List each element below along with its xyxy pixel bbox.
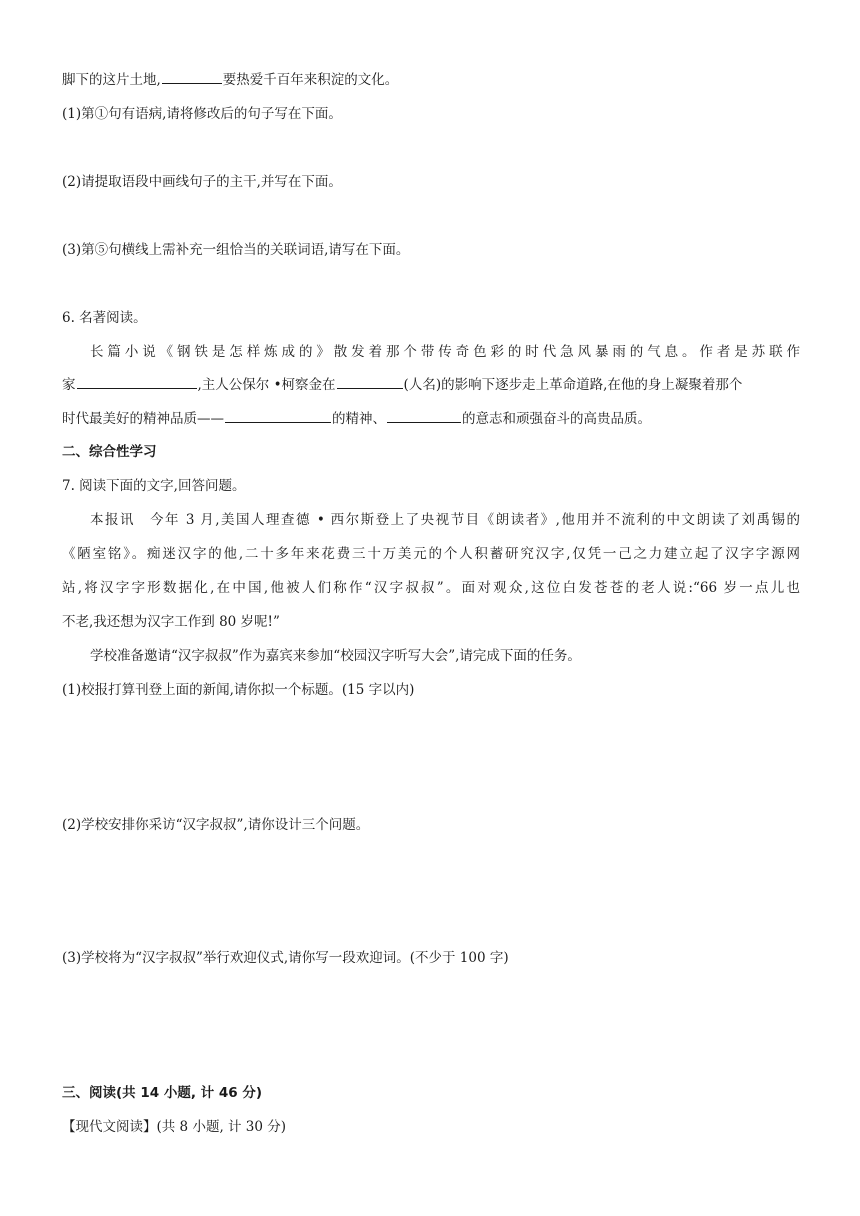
- question-6-title: 6. 名著阅读。: [62, 310, 147, 326]
- question-6-line-1: 长篇小说《钢铁是怎样炼成的》散发着那个带传奇色彩的时代急风暴雨的气息。作者是苏联作: [90, 344, 800, 360]
- question-6-line-2: [62, 374, 800, 395]
- question-7-2: (2)学校安排你采访“汉字叔叔”,请你设计三个问题。: [62, 817, 370, 833]
- news-line-2: 《陋室铭》。痴迷汉字的他,二十多年来花费三十万美元的个人积蓄研究汉字,仅凭一己之力建立起了汉字字源网: [62, 546, 800, 562]
- section-3-subheading: 【现代文阅读】(共 8 小题, 计 30 分): [62, 1119, 287, 1135]
- q6-text: 的精神、: [332, 411, 386, 427]
- task-instruction: 学校准备邀请“汉字叔叔”作为嘉宾来参加“校园汉字听写大会”,请完成下面的任务。: [90, 648, 581, 664]
- passage-continuation: [62, 69, 800, 90]
- section-3-heading: 三、阅读(共 14 小题, 计 46 分): [62, 1085, 263, 1101]
- continuation-text-a: 脚下的这片土地,: [62, 72, 161, 88]
- author-blank[interactable]: [77, 374, 197, 389]
- news-line-1: 本报讯 今年 3 月,美国人理查德 • 西尔斯登上了央视节目《朗读者》,他用并不流利的中文朗读了刘禹锡的: [90, 512, 800, 528]
- question-5-3: (3)第⑤句横线上需补充一组恰当的关联词语,请写在下面。: [62, 242, 410, 258]
- news-line-4: 不老,我还想为汉字工作到 80 岁呢!”: [62, 614, 280, 630]
- question-5-2: (2)请提取语段中画线句子的主干,并写在下面。: [62, 174, 342, 190]
- question-7-title: 7. 阅读下面的文字,回答问题。: [62, 478, 246, 494]
- question-7-1: (1)校报打算刊登上面的新闻,请你拟一个标题。(15 字以内): [62, 682, 415, 698]
- person-name-blank[interactable]: [337, 374, 403, 389]
- q6-text: 家: [62, 377, 76, 393]
- question-6-line-3: [62, 408, 800, 429]
- q6-text: (人名)的影响下逐步走上革命道路,在他的身上凝聚着那个: [403, 377, 743, 393]
- section-2-heading: 二、综合性学习: [62, 444, 157, 460]
- q6-text: ,主人公保尔 •柯察金在: [197, 377, 336, 393]
- will-blank[interactable]: [387, 408, 461, 423]
- question-5-1: (1)第①句有语病,请将修改后的句子写在下面。: [62, 106, 342, 122]
- continuation-text-b: 要热爱千百年来积淀的文化。: [222, 72, 399, 88]
- q6-text: 时代最美好的精神品质——: [62, 411, 224, 427]
- news-line-3: 站,将汉字字形数据化,在中国,他被人们称作“汉字叔叔”。面对观众,这位白发苍苍的老人说:“66 岁一点儿也: [62, 580, 800, 596]
- q6-text: 的意志和顽强奋斗的高贵品质。: [462, 411, 651, 427]
- answer-blank[interactable]: [162, 69, 222, 84]
- question-7-3: (3)学校将为“汉字叔叔”举行欢迎仪式,请你写一段欢迎词。(不少于 100 字): [62, 950, 509, 966]
- spirit-blank[interactable]: [225, 408, 331, 423]
